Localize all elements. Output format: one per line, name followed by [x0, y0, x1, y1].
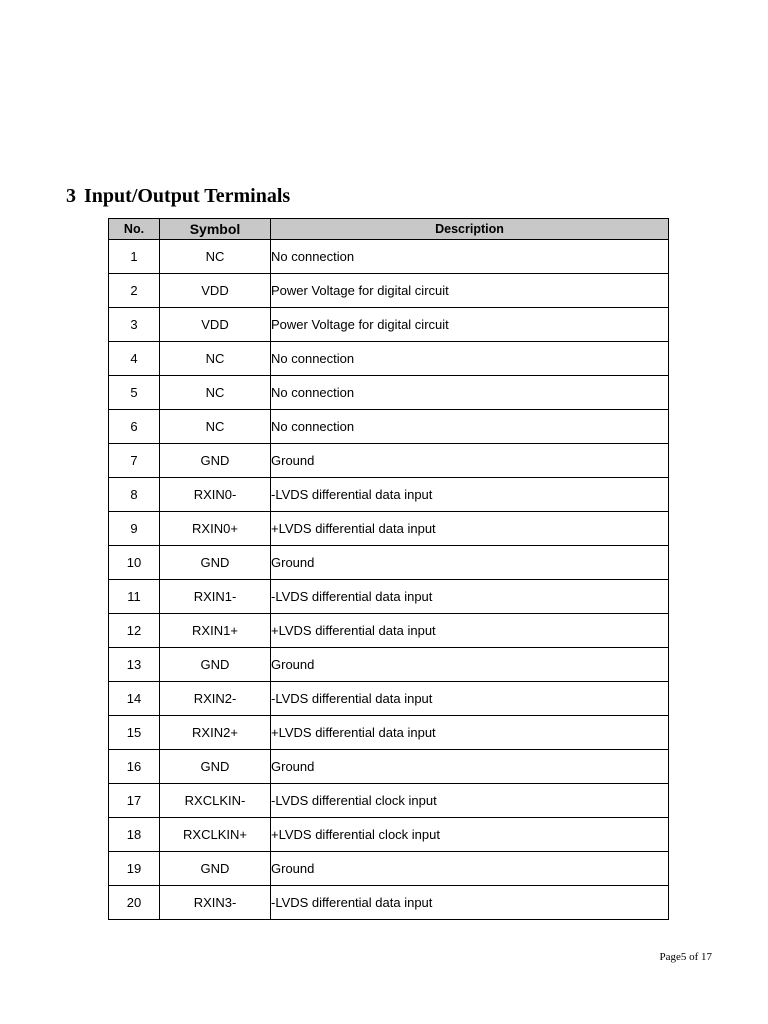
cell-no: 16 — [109, 750, 160, 784]
cell-symbol: RXIN2- — [160, 682, 271, 716]
cell-no: 19 — [109, 852, 160, 886]
cell-no: 3 — [109, 308, 160, 342]
cell-symbol: GND — [160, 546, 271, 580]
table-row — [109, 818, 669, 852]
cell-description: +LVDS differential data input — [271, 614, 669, 648]
table-body — [109, 240, 669, 920]
cell-symbol: RXIN2+ — [160, 716, 271, 750]
section-number: 3 — [66, 185, 76, 207]
table-row — [109, 546, 669, 580]
cell-symbol: VDD — [160, 274, 271, 308]
cell-description: Ground — [271, 852, 669, 886]
cell-symbol: RXIN1- — [160, 580, 271, 614]
cell-symbol: NC — [160, 410, 271, 444]
cell-symbol: RXIN3- — [160, 886, 271, 920]
cell-no: 2 — [109, 274, 160, 308]
cell-symbol: RXCLKIN+ — [160, 818, 271, 852]
io-terminals-table — [108, 218, 669, 920]
cell-symbol: RXIN0+ — [160, 512, 271, 546]
table-row — [109, 886, 669, 920]
table-row — [109, 784, 669, 818]
cell-no: 1 — [109, 240, 160, 274]
cell-no: 8 — [109, 478, 160, 512]
cell-symbol: GND — [160, 852, 271, 886]
cell-description: Power Voltage for digital circuit — [271, 274, 669, 308]
cell-description: +LVDS differential data input — [271, 716, 669, 750]
cell-description: -LVDS differential data input — [271, 682, 669, 716]
cell-description: -LVDS differential clock input — [271, 784, 669, 818]
cell-description: +LVDS differential data input — [271, 512, 669, 546]
cell-no: 6 — [109, 410, 160, 444]
table-row — [109, 274, 669, 308]
cell-no: 20 — [109, 886, 160, 920]
section-heading — [66, 184, 290, 208]
cell-no: 14 — [109, 682, 160, 716]
table-row — [109, 240, 669, 274]
table-row — [109, 308, 669, 342]
cell-description: Ground — [271, 750, 669, 784]
table-row — [109, 478, 669, 512]
cell-symbol: NC — [160, 240, 271, 274]
header-description: Description — [271, 219, 669, 240]
cell-no: 13 — [109, 648, 160, 682]
cell-symbol: RXIN1+ — [160, 614, 271, 648]
header-no: No. — [109, 219, 160, 240]
cell-symbol: RXCLKIN- — [160, 784, 271, 818]
cell-no: 9 — [109, 512, 160, 546]
cell-description: -LVDS differential data input — [271, 886, 669, 920]
table-row — [109, 682, 669, 716]
cell-description: No connection — [271, 342, 669, 376]
table-row — [109, 716, 669, 750]
table-row — [109, 580, 669, 614]
cell-description: Ground — [271, 648, 669, 682]
table-row — [109, 750, 669, 784]
table-row — [109, 410, 669, 444]
cell-description: No connection — [271, 376, 669, 410]
cell-description: No connection — [271, 410, 669, 444]
table-row — [109, 444, 669, 478]
header-symbol: Symbol — [160, 219, 271, 240]
table-row — [109, 342, 669, 376]
cell-description: -LVDS differential data input — [271, 580, 669, 614]
cell-description: Ground — [271, 546, 669, 580]
cell-no: 7 — [109, 444, 160, 478]
cell-no: 4 — [109, 342, 160, 376]
cell-description: Ground — [271, 444, 669, 478]
cell-no: 10 — [109, 546, 160, 580]
cell-description: No connection — [271, 240, 669, 274]
cell-description: +LVDS differential clock input — [271, 818, 669, 852]
table-row — [109, 648, 669, 682]
cell-symbol: GND — [160, 648, 271, 682]
cell-symbol: GND — [160, 750, 271, 784]
cell-symbol: VDD — [160, 308, 271, 342]
table-row — [109, 376, 669, 410]
cell-no: 17 — [109, 784, 160, 818]
table-row — [109, 512, 669, 546]
cell-symbol: GND — [160, 444, 271, 478]
section-title: Input/Output Terminals — [84, 185, 291, 207]
cell-description: Power Voltage for digital circuit — [271, 308, 669, 342]
table-header-row — [109, 219, 669, 240]
table-row — [109, 852, 669, 886]
cell-description: -LVDS differential data input — [271, 478, 669, 512]
cell-no: 11 — [109, 580, 160, 614]
cell-symbol: RXIN0- — [160, 478, 271, 512]
cell-no: 15 — [109, 716, 160, 750]
table-row — [109, 614, 669, 648]
cell-no: 5 — [109, 376, 160, 410]
cell-no: 18 — [109, 818, 160, 852]
cell-symbol: NC — [160, 342, 271, 376]
cell-symbol: NC — [160, 376, 271, 410]
cell-no: 12 — [109, 614, 160, 648]
page-number: Page5 of 17 — [659, 951, 712, 963]
